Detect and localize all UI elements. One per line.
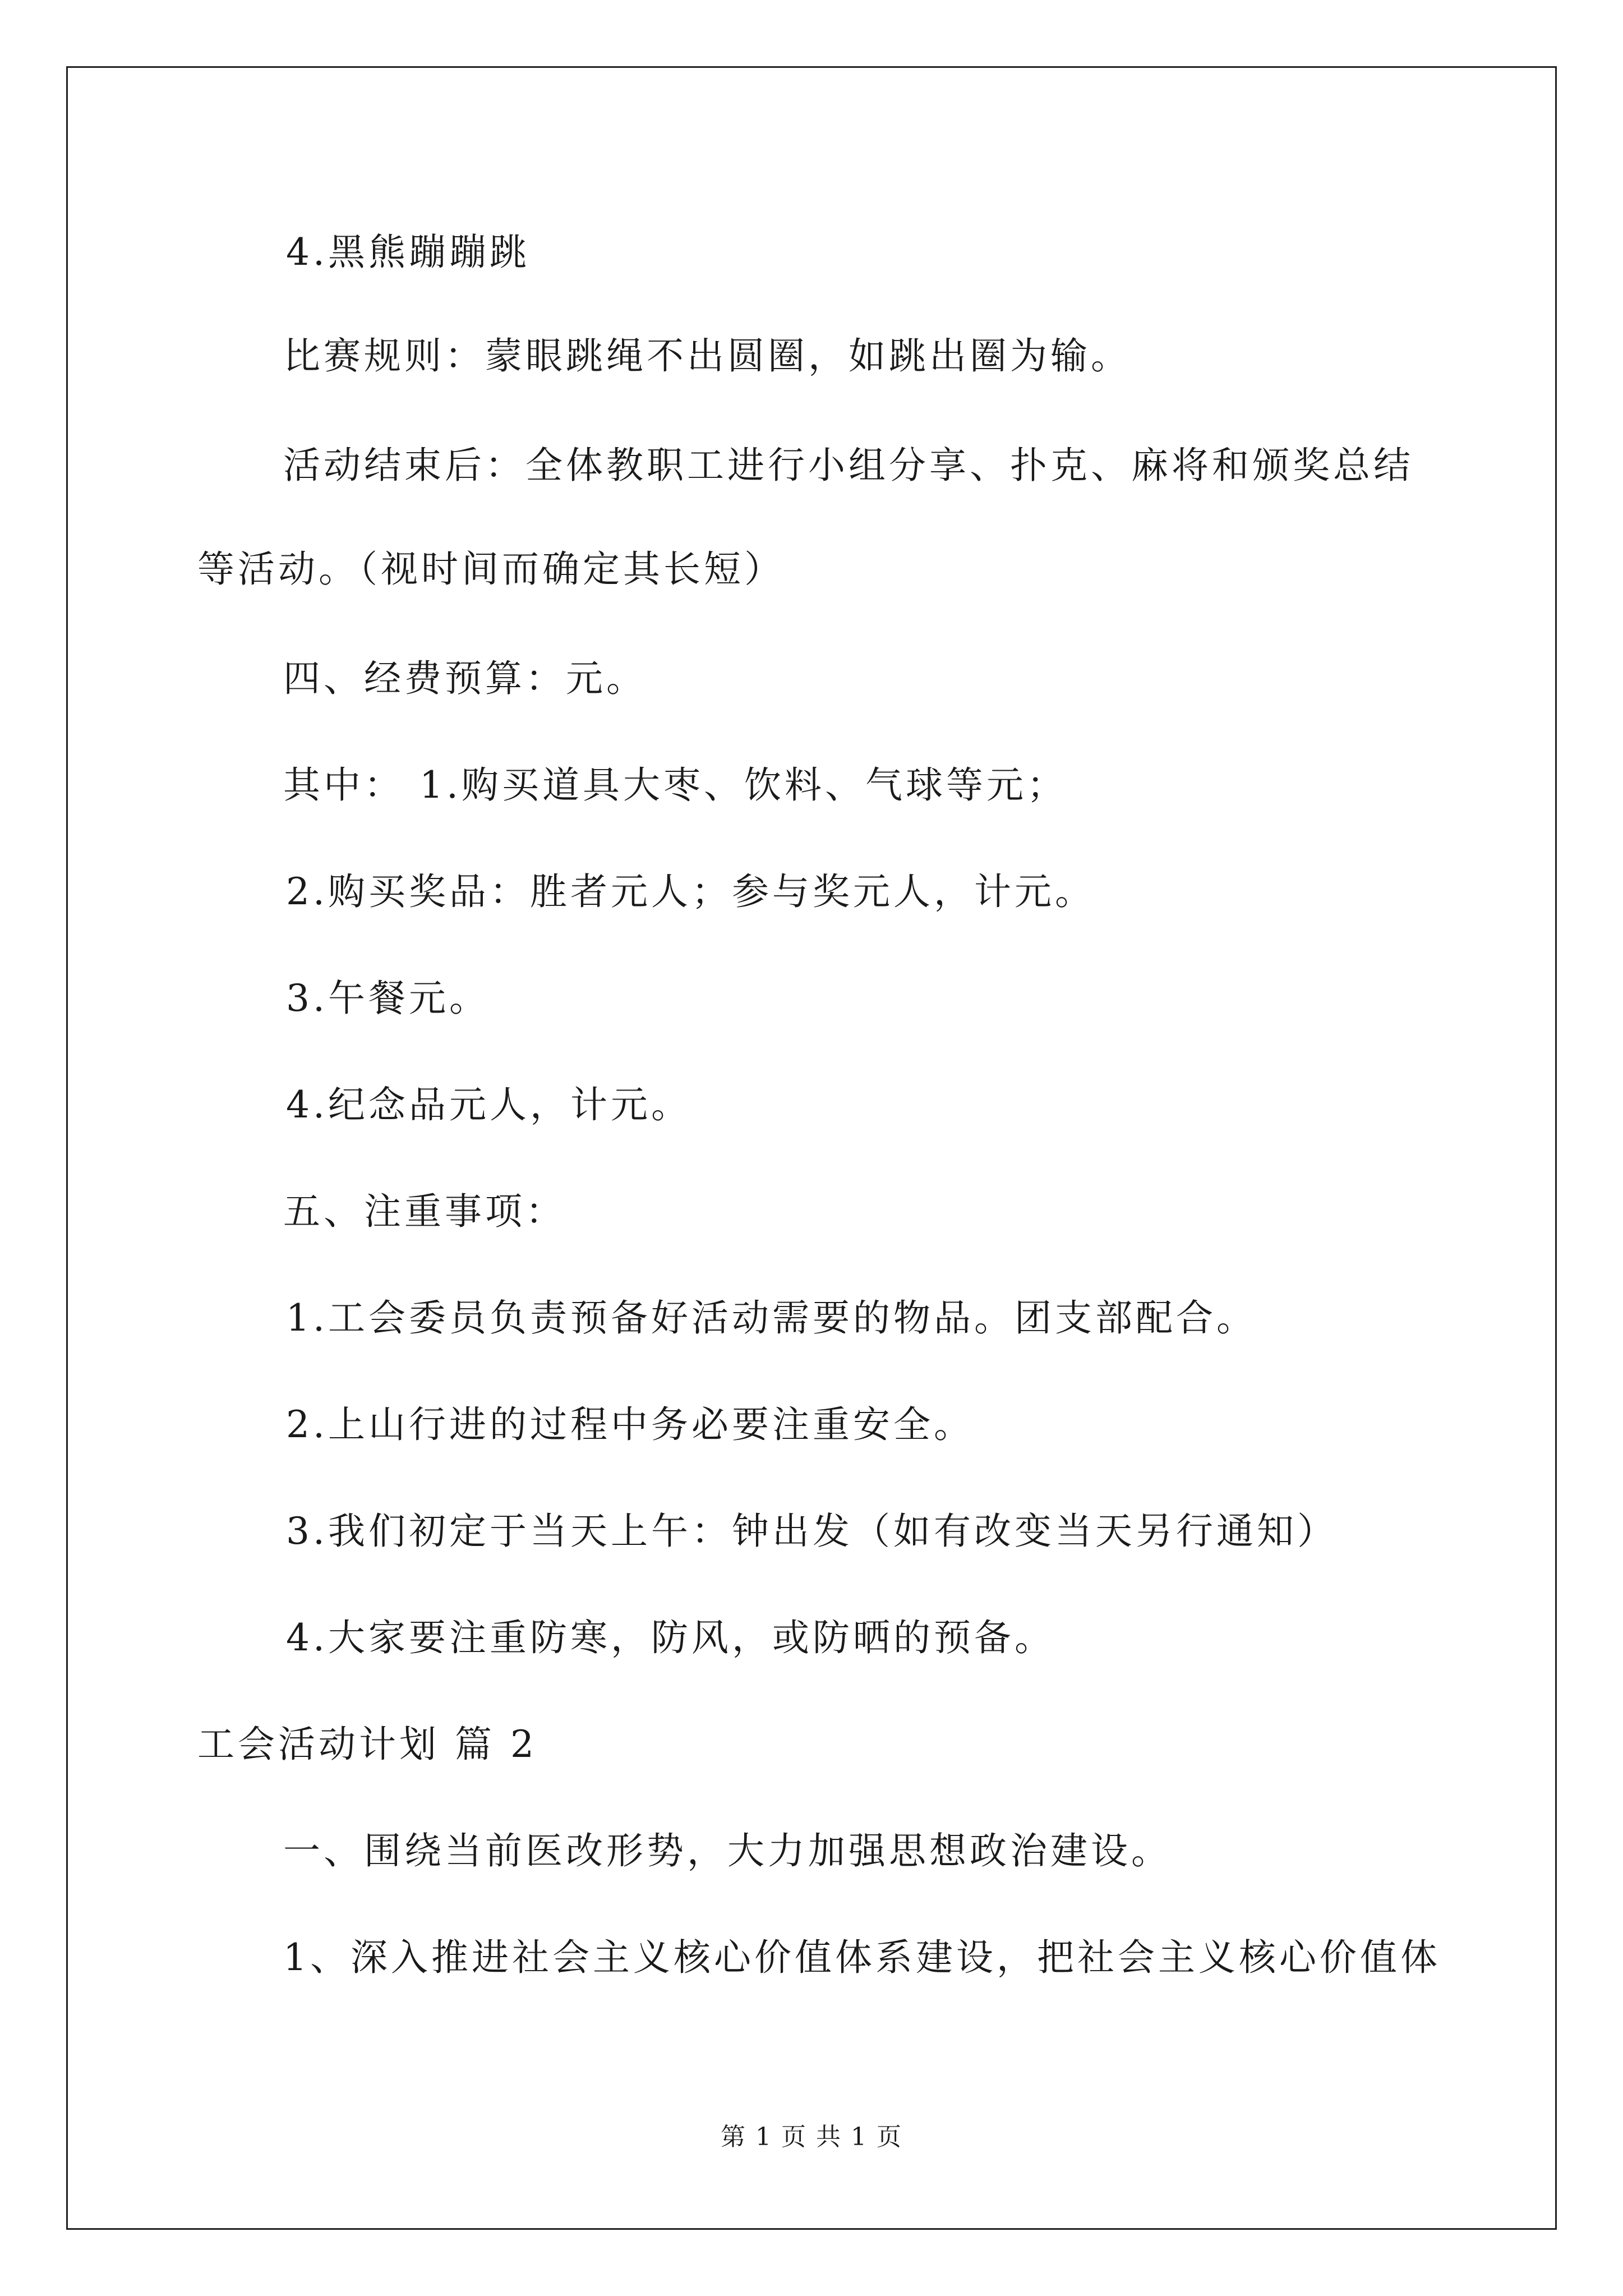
paragraph-line-6: 其中： 1.购买道具大枣、饮料、气球等元； bbox=[283, 763, 1067, 807]
paragraph-line-16: 一、围绕当前医改形势，大力加强思想政治建设。 bbox=[283, 1829, 1172, 1872]
paragraph-line-13: 3.我们初定于当天上午：钟出发（如有改变当天另行通知） bbox=[286, 1510, 1338, 1553]
paragraph-line-9: 4.纪念品元人，计元。 bbox=[286, 1083, 691, 1126]
paragraph-line-4: 等活动。（视时间而确定其长短） bbox=[197, 547, 785, 591]
paragraph-line-12: 2.上山行进的过程中务必要注重安全。 bbox=[286, 1403, 974, 1446]
article-title: 工会活动计划 篇 2 bbox=[197, 1723, 537, 1766]
page-border bbox=[66, 66, 1557, 2230]
paragraph-line-3: 活动结束后：全体教职工进行小组分享、扑克、麻将和颁奖总结 bbox=[283, 444, 1414, 487]
paragraph-line-11: 1.工会委员负责预备好活动需要的物品。团支部配合。 bbox=[286, 1296, 1257, 1340]
paragraph-line-7: 2.购买奖品：胜者元人；参与奖元人，计元。 bbox=[286, 870, 1095, 913]
paragraph-line-1: 4.黑熊蹦蹦跳 bbox=[286, 231, 530, 274]
page-footer: 第 1 页 共 1 页 bbox=[721, 2123, 902, 2151]
section-heading-budget: 四、经费预算：元。 bbox=[283, 657, 647, 700]
section-heading-notes: 五、注重事项： bbox=[283, 1190, 566, 1233]
paragraph-line-14: 4.大家要注重防寒，防风，或防晒的预备。 bbox=[286, 1616, 1055, 1659]
paragraph-line-17: 1、深入推进社会主义核心价值体系建设，把社会主义核心价值体 bbox=[283, 1936, 1441, 1979]
paragraph-line-8: 3.午餐元。 bbox=[286, 977, 490, 1020]
paragraph-line-2: 比赛规则：蒙眼跳绳不出圆圈，如跳出圈为输。 bbox=[283, 334, 1131, 378]
